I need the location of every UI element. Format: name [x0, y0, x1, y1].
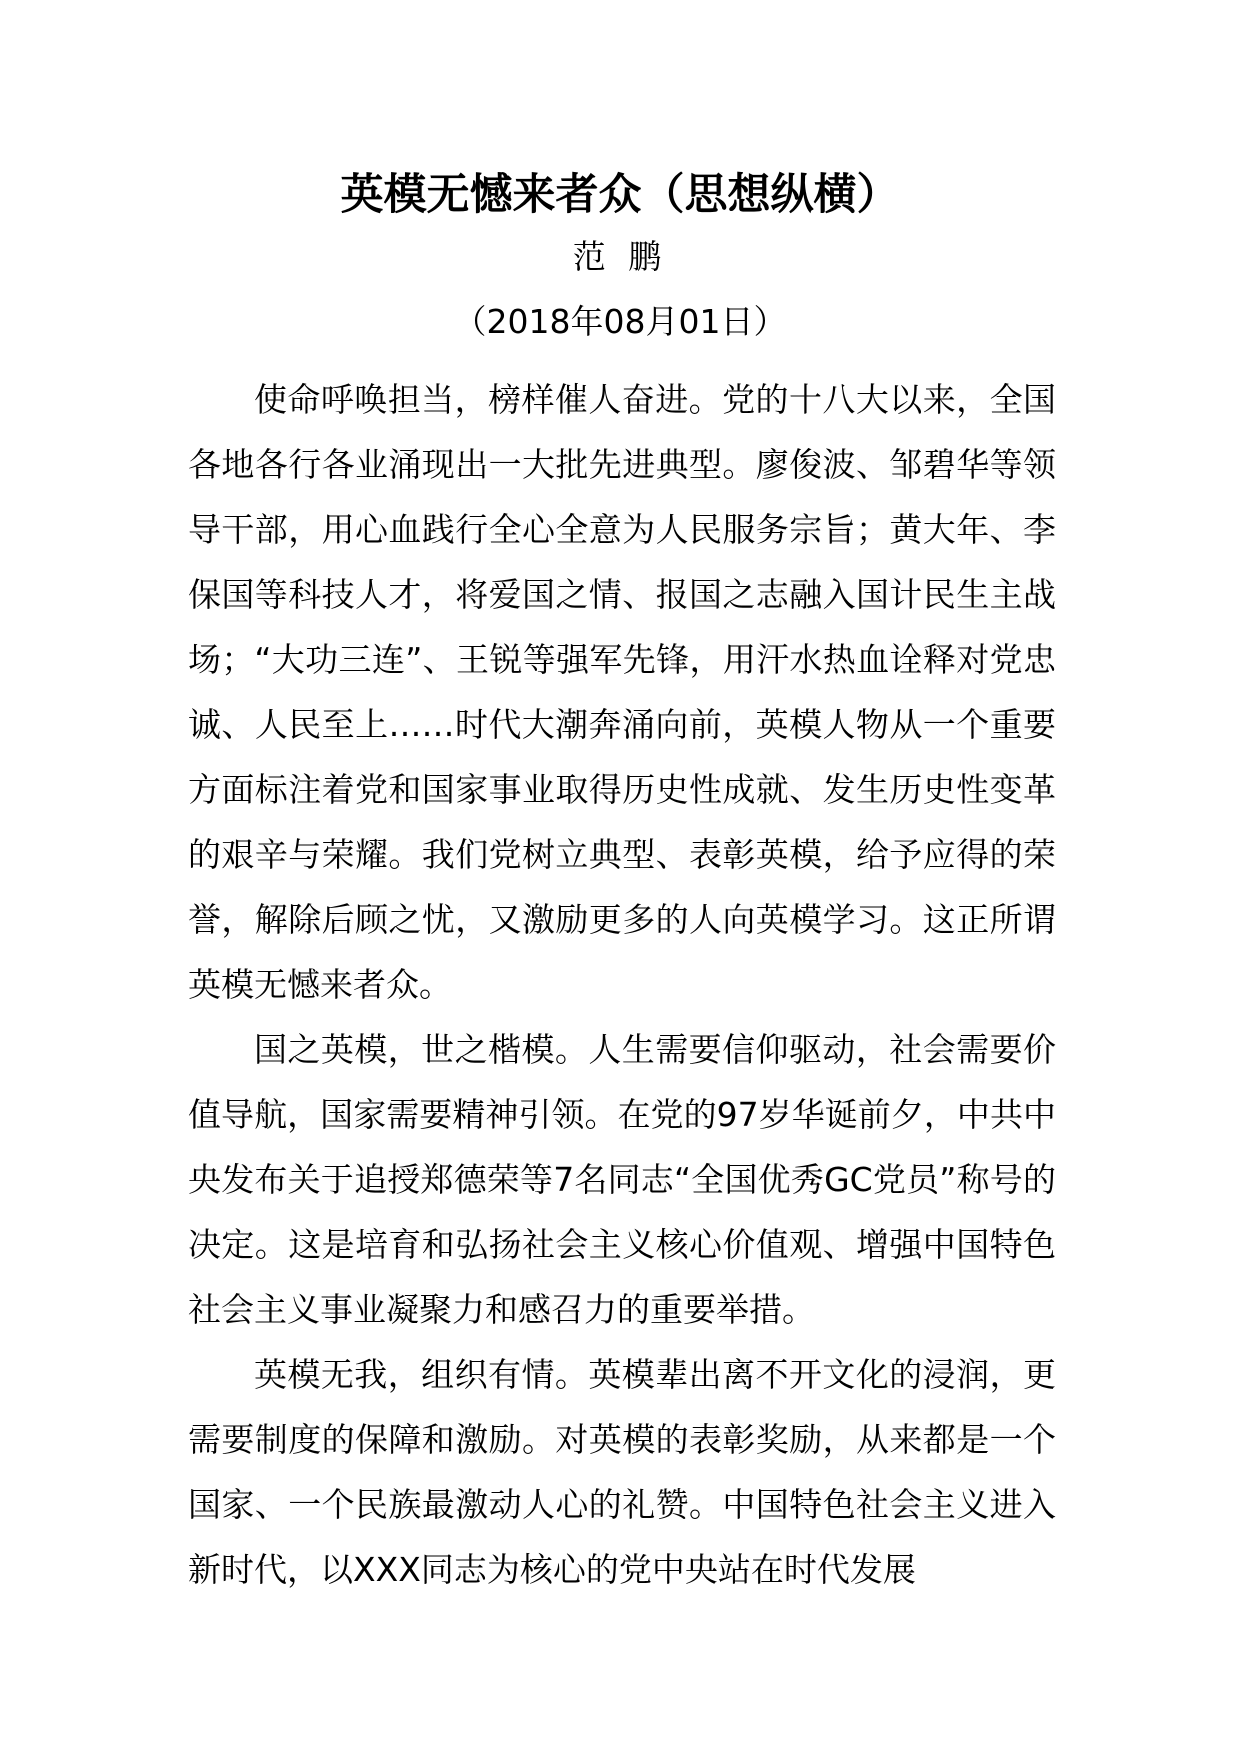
- article-author: 范 鹏: [572, 237, 668, 276]
- body-paragraph: 使命呼唤担当，榜样催人奋进。党的十八大以来，全国各地各行各业涌现出一大批先进典型。廖俊波、邹碧华等领导干部，用心血践行全心全意为人民服务宗旨；黄大年、李保国等科技人才，将爱国之情、报国之志融入国计民生主战场；“大功三连”、王锐等强军先锋，用汗水热血诠释对党忠诚、人民至上……时代大潮奔涌向前，英模人物从一个重要方面标注着党和国家事业取得历史性成就、发生历史性变革的艰辛与荣耀。我们党树立典型、表彰英模，给予应得的荣誉，解除后顾之忧，又激励更多的人向英模学习。这正所谓英模无憾来者众。: [188, 380, 1056, 1004]
- article-body: [188, 367, 1056, 1602]
- article-title: 英模无憾来者众（思想纵横）: [340, 170, 900, 220]
- article-date: （2018年08月01日）: [453, 302, 787, 341]
- body-paragraph: 国之英模，世之楷模。人生需要信仰驱动，社会需要价值导航，国家需要精神引领。在党的97岁华诞前夕，中共中央发布关于追授郑德荣等7名同志“全国优秀GC党员”称号的决定。这是培育和弘扬社会主义核心价值观、增强中国特色社会主义事业凝聚力和感召力的重要举措。: [188, 1030, 1056, 1329]
- body-paragraph: 英模无我，组织有情。英模辈出离不开文化的浸润，更需要制度的保障和激励。对英模的表彰奖励，从来都是一个国家、一个民族最激动人心的礼赞。中国特色社会主义进入新时代，以XXX同志为核心的党中央站在时代发展: [188, 1355, 1056, 1589]
